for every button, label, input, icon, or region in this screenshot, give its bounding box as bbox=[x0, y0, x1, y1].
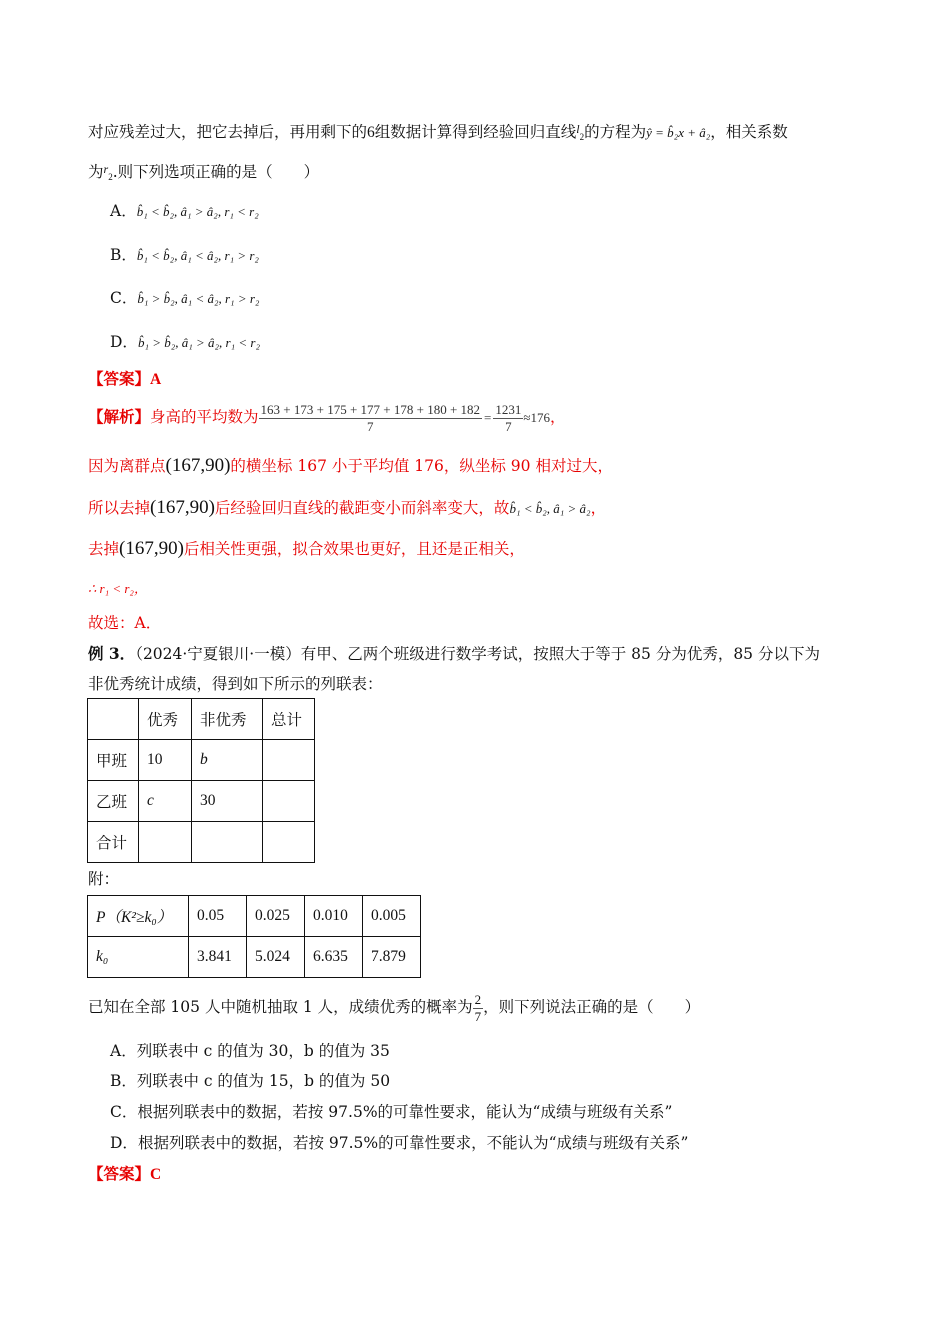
analysis-text: 因为离群点 bbox=[88, 457, 166, 475]
table-cell: 甲班 bbox=[88, 740, 139, 781]
intro-text: 组数据计算得到经验回归直线 bbox=[374, 123, 577, 141]
answer-value: A bbox=[150, 371, 162, 388]
option-label: C． bbox=[110, 289, 138, 307]
table-cell: 10 bbox=[139, 740, 192, 781]
intro-text: .则下列选项正确的是（ ） bbox=[112, 163, 320, 181]
analysis-text: 所以去掉 bbox=[88, 499, 151, 517]
table-cell: 合计 bbox=[88, 822, 139, 863]
table-row bbox=[88, 740, 315, 781]
example-text: 非优秀统计成绩，得到如下所示的列联表： bbox=[88, 675, 383, 693]
contingency-table bbox=[87, 698, 315, 863]
question-intro-line2 bbox=[88, 158, 319, 188]
table-cell: c bbox=[139, 781, 192, 822]
table-cell bbox=[192, 822, 263, 863]
analysis-line1 bbox=[88, 400, 566, 435]
q2-option-b bbox=[110, 1070, 390, 1092]
table-row bbox=[88, 937, 421, 978]
analysis-tag: 【解析】 bbox=[88, 407, 151, 426]
p-label-cell: P（K²≥k₀） bbox=[88, 896, 189, 937]
mean-fraction bbox=[259, 402, 483, 435]
analysis-line2 bbox=[88, 455, 613, 477]
outlier-point: (167,90) bbox=[119, 538, 184, 559]
appendix-text: 附： bbox=[88, 870, 120, 888]
table-cell bbox=[263, 781, 315, 822]
option-text: 列联表中 c 的值为 30，b 的值为 35 bbox=[136, 1042, 390, 1060]
table-cell bbox=[263, 822, 315, 863]
option-expr: b̂₁ < b̂₂, â₁ < â₂, r₁ > r₂ bbox=[136, 248, 259, 263]
question2-stem bbox=[88, 990, 700, 1025]
option-text: 根据列联表中的数据，若按 97.5%的可靠性要求，能认为“成绩与班级有关系” bbox=[137, 1103, 673, 1121]
example-label: 例 3． bbox=[88, 644, 136, 663]
q2-option-a bbox=[110, 1040, 390, 1062]
table-cell bbox=[88, 699, 139, 740]
analysis-text: 去掉 bbox=[88, 540, 120, 558]
table-cell: 6.635 bbox=[305, 937, 363, 978]
option-expr: b̂₁ > b̂₂, â₁ < â₂, r₁ > r₂ bbox=[137, 291, 260, 306]
table-header: 非优秀 bbox=[192, 699, 263, 740]
table-cell: 7.879 bbox=[363, 937, 421, 978]
example3-line2 bbox=[88, 673, 383, 695]
question-text: 已知在全部 105 人中随机抽取 1 人，成绩优秀的概率为 bbox=[88, 998, 473, 1016]
option-label: C． bbox=[110, 1103, 138, 1121]
question-intro-line1 bbox=[88, 118, 788, 148]
option-expr: b̂₁ < b̂₂, â₁ > â₂, r₁ < r₂ bbox=[136, 204, 259, 219]
option-label: B． bbox=[110, 1072, 137, 1090]
option-label: D． bbox=[110, 1134, 138, 1152]
table-header-row bbox=[88, 699, 315, 740]
slope-intercept-expr: b̂₁ < b̂₂, â₁ > â₂ bbox=[509, 501, 591, 516]
answer-2 bbox=[88, 1163, 161, 1186]
table-cell bbox=[263, 740, 315, 781]
table-cell: 0.05 bbox=[189, 896, 247, 937]
table-row bbox=[88, 781, 315, 822]
option-expr: b̂₁ > b̂₂, â₁ > â₂, r₁ < r₂ bbox=[137, 335, 260, 350]
analysis-line5 bbox=[88, 577, 147, 600]
analysis-line6 bbox=[88, 612, 161, 634]
regression-equation: ŷ = b̂₂x + â₂ bbox=[646, 125, 711, 140]
analysis-line4 bbox=[88, 538, 525, 560]
probability-fraction bbox=[473, 992, 484, 1025]
k-label-cell: k₀ bbox=[88, 937, 189, 978]
table-cell: 30 bbox=[192, 781, 263, 822]
analysis-line3 bbox=[88, 497, 606, 520]
r-subscript: 2 bbox=[108, 172, 113, 182]
table-cell: 3.841 bbox=[189, 937, 247, 978]
question-text: ，则下列说法正确的是（ ） bbox=[483, 998, 701, 1016]
conclusion-expr: ∴ r₁ < r₂， bbox=[88, 581, 147, 596]
appendix-label bbox=[88, 868, 119, 890]
q2-option-c bbox=[110, 1101, 672, 1123]
result-denominator: 7 bbox=[505, 418, 512, 434]
final-choice: 故选：A． bbox=[88, 614, 162, 632]
line-subscript: 2 bbox=[579, 132, 585, 142]
outlier-point: (167,90) bbox=[150, 497, 215, 518]
table-cell: 0.025 bbox=[247, 896, 305, 937]
prob-denominator: 7 bbox=[474, 1008, 482, 1024]
option-d bbox=[110, 331, 260, 354]
intro-text: 为 bbox=[88, 163, 104, 181]
r-symbol: r bbox=[103, 162, 109, 176]
option-label: A． bbox=[110, 202, 137, 220]
example3-line1 bbox=[88, 643, 820, 665]
example-text: （2024·宁夏银川·一模）有甲、乙两个班级进行数学考试，按照大于等于 85 分为优秀，85 分以下为 bbox=[135, 645, 820, 663]
table-cell: 乙班 bbox=[88, 781, 139, 822]
analysis-text: ， bbox=[590, 499, 607, 517]
answer-tag: 【答案】 bbox=[88, 1164, 151, 1183]
table-cell bbox=[139, 822, 192, 863]
approx-value: ≈176 bbox=[523, 410, 551, 425]
q2-option-d bbox=[110, 1132, 688, 1154]
k-critical-table bbox=[87, 895, 421, 978]
table-cell: b bbox=[192, 740, 263, 781]
answer-1 bbox=[88, 368, 161, 391]
option-text: 根据列联表中的数据，若按 97.5%的可靠性要求，不能认为“成绩与班级有关系” bbox=[137, 1134, 689, 1152]
table-row bbox=[88, 896, 421, 937]
analysis-text: ， bbox=[550, 408, 566, 426]
option-c bbox=[110, 287, 259, 310]
table-cell: 5.024 bbox=[247, 937, 305, 978]
table-row bbox=[88, 822, 315, 863]
equals-sign: = bbox=[484, 410, 492, 425]
option-a bbox=[110, 200, 259, 223]
line-symbol: l bbox=[576, 122, 580, 136]
intro-text: ，相关系数 bbox=[710, 123, 788, 141]
intro-text: 的方程为 bbox=[584, 123, 647, 141]
sum-denominator: 7 bbox=[367, 418, 374, 434]
option-label: B． bbox=[110, 246, 137, 264]
table-cell: 0.010 bbox=[305, 896, 363, 937]
answer-tag: 【答案】 bbox=[88, 369, 151, 388]
table-cell: 0.005 bbox=[363, 896, 421, 937]
analysis-text: 后经验回归直线的截距变小而斜率变大，故 bbox=[214, 499, 510, 517]
table-header: 优秀 bbox=[139, 699, 192, 740]
analysis-text: 的横坐标 167 小于平均值 176，纵坐标 90 相对过大， bbox=[230, 457, 613, 475]
result-numerator: 1231 bbox=[495, 401, 522, 417]
analysis-text: 后相关性更强，拟合效果也更好，且还是正相关， bbox=[183, 540, 525, 558]
option-label: A． bbox=[110, 1042, 137, 1060]
sum-numerator: 163 + 173 + 175 + 177 + 178 + 180 + 182 bbox=[260, 401, 481, 417]
group-count: 6 bbox=[367, 124, 375, 141]
option-b bbox=[110, 244, 259, 267]
answer-value: C bbox=[150, 1166, 162, 1183]
option-label: D． bbox=[110, 333, 138, 351]
analysis-text: 身高的平均数为 bbox=[150, 408, 259, 426]
option-text: 列联表中 c 的值为 15，b 的值为 50 bbox=[136, 1072, 391, 1090]
table-header: 总计 bbox=[263, 699, 315, 740]
prob-numerator: 2 bbox=[474, 991, 482, 1007]
intro-text: 对应残差过大，把它去掉后，再用剩下的 bbox=[88, 123, 368, 141]
outlier-point: (167,90) bbox=[165, 455, 231, 476]
result-fraction bbox=[493, 402, 523, 435]
